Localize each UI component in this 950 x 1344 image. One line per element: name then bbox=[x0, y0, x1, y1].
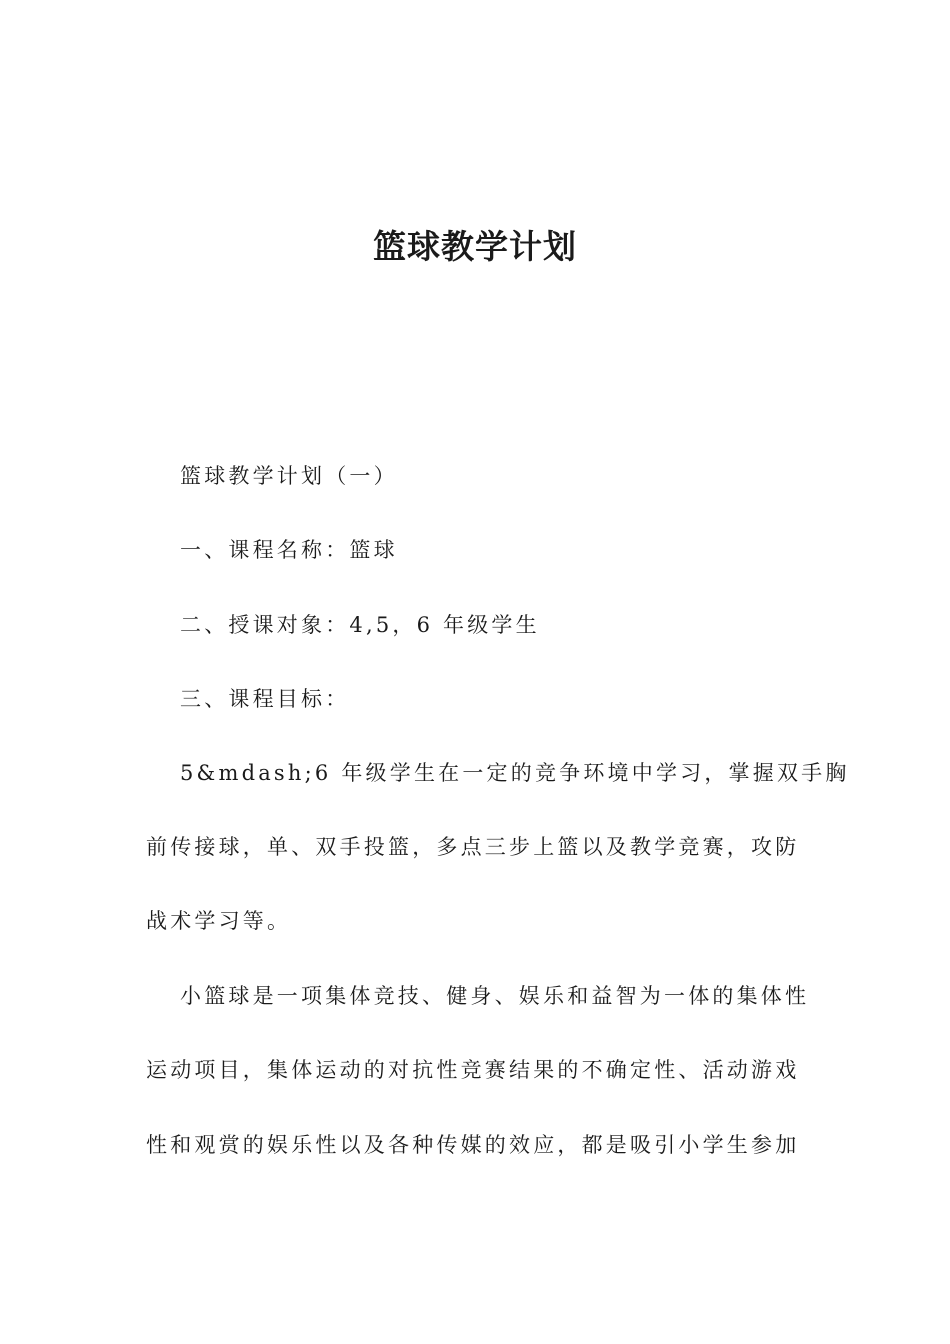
paragraph-line: 战术学习等。 bbox=[146, 909, 292, 933]
paragraph-line: 性和观赏的娱乐性以及各种传媒的效应，都是吸引小学生参加 bbox=[146, 1133, 800, 1157]
document-title: 篮球教学计划 bbox=[373, 227, 577, 266]
objective-heading: 三、课程目标： bbox=[180, 687, 350, 711]
course-name-line: 一、课程名称：篮球 bbox=[180, 538, 398, 562]
paragraph-line: 5&mdash;6 年级学生在一定的竞争环境中学习，掌握双手胸 bbox=[180, 761, 850, 785]
audience-line: 二、授课对象：4,5，6 年级学生 bbox=[180, 613, 540, 637]
section-heading: 篮球教学计划（一） bbox=[180, 464, 398, 488]
paragraph-line: 小篮球是一项集体竞技、健身、娱乐和益智为一体的集体性 bbox=[180, 984, 810, 1008]
paragraph-line: 运动项目，集体运动的对抗性竞赛结果的不确定性、活动游戏 bbox=[146, 1058, 800, 1082]
paragraph-line: 前传接球，单、双手投篮，多点三步上篮以及教学竞赛，攻防 bbox=[146, 835, 800, 859]
